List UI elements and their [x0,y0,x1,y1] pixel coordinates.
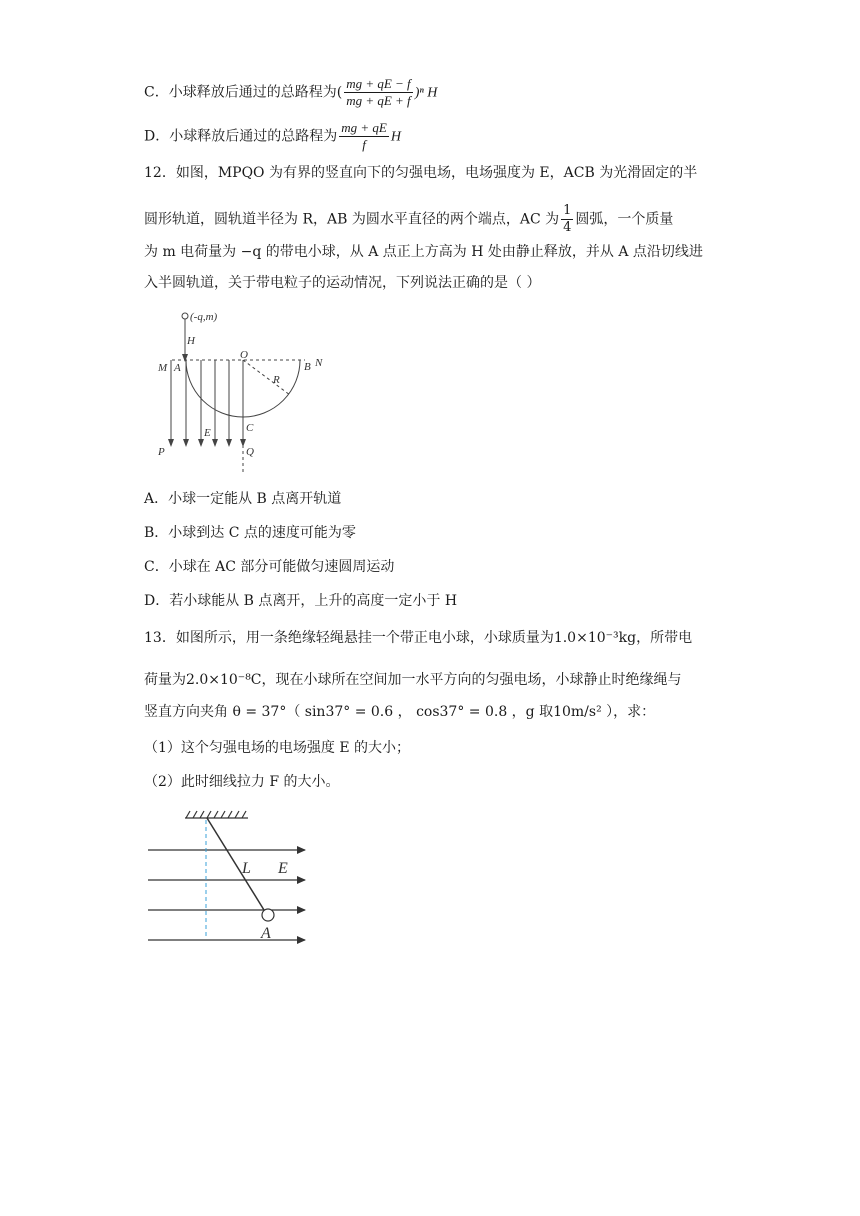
q12-line4: 入半圆轨道，关于带电粒子的运动情况，下列说法正确的是（ ） [144,275,541,291]
q12-option-c: C．小球在 AC 部分可能做匀速圆周运动 [144,559,395,575]
q12-option-d: D．若小球能从 B 点离开，上升的高度一定小于 H [144,593,458,609]
label-c: C [246,422,254,434]
label-r: R [273,374,280,386]
label-n: N [315,357,323,369]
semicircle-field-figure [150,305,330,475]
q12-option-a: A．小球一定能从 B 点离开轨道 [144,491,342,507]
q12-line2: 圆形轨道，圆轨道半径为 R，AB 为圆水平直径的两个端点，AC 为 $\frac{1}{4}$ 圆弧，一个质量 [144,203,674,235]
label-o: O [240,349,248,361]
fraction: $\frac{mg + qE - f}{mg + qE + f}$ [346,76,411,108]
q13-line1: 13．如图所示，用一条绝缘轻绳悬挂一个带正电小球，小球质量为1.0×10⁻³kg，所带电 [144,630,693,646]
label-q: Q [246,446,254,458]
option-c-prev: C．小球释放后通过的总路程为( $\frac{mg + qE - f}{mg + qE + f}$ )ⁿ H [144,76,438,108]
fraction: $\frac{mg + qE}{f}$ [341,120,387,152]
label-b: B [304,361,311,373]
pendulum-field-figure [140,805,320,955]
q12-option-b: B．小球到达 C 点的速度可能为零 [144,525,356,541]
label-l: L [242,860,251,877]
label-a: A [261,925,271,942]
label-m: M [158,362,168,374]
option-d-prev: D．小球释放后通过的总路程为 $\frac{mg + qE}{f}$ H [144,120,401,152]
q13-sub1: （1）这个匀强电场的电场强度 E 的大小； [144,740,411,756]
ball-label: (-q,m) [190,311,218,323]
q12-line1: 12．如图，MPQO 为有界的竖直向下的匀强电场，电场强度为 E，ACB 为光滑固定的半 [144,165,698,181]
q13-line3: 竖直方向夹角 θ = 37°（ sin37° = 0.6 ， cos37° = 0.8 ，g 取10m/s² ），求： [144,704,656,720]
label-p: P [158,446,165,458]
q13-line2: 荷量为2.0×10⁻⁸C，现在小球所在空间加一水平方向的匀强电场，小球静止时绝缘绳与 [144,672,682,688]
q13-sub2: （2）此时细线拉力 F 的大小。 [144,774,340,790]
label-e: E [204,427,211,439]
label-a: A [174,362,181,374]
q12-line3: 为 m 电荷量为 −q 的带电小球，从 A 点正上方高为 H 处由静止释放，并从 A 点沿切线进 [144,244,703,260]
quarter-fraction: $\frac{1}{4}$ [563,203,572,235]
label-e: E [278,860,288,877]
label-h: H [187,335,195,347]
